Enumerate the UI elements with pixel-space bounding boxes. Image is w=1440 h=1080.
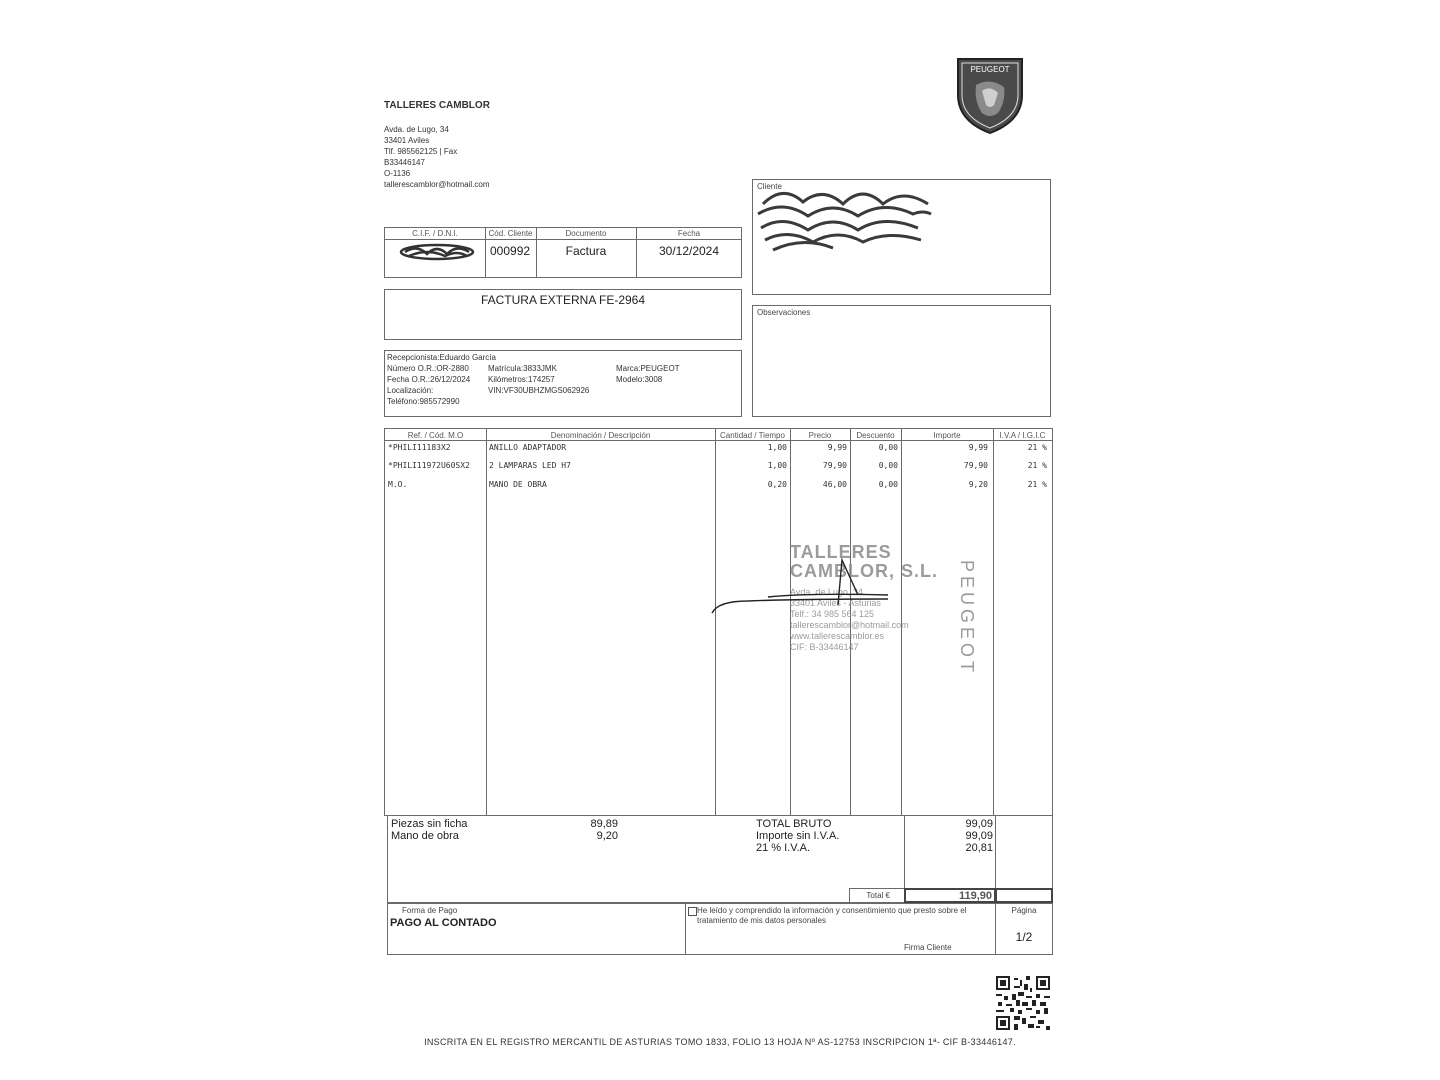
net-amount-label: Importe sin I.V.A. — [756, 830, 840, 842]
consent-text-line: He leído y comprendido la información y consentimiento que presto sobre el — [697, 906, 967, 915]
logo-text: PEUGEOT — [970, 65, 1010, 74]
address-line: Avda. de Lugo, 34 — [384, 125, 449, 134]
receptionist: Recepcionista:Eduardo García — [387, 353, 496, 362]
th-discount: Descuento — [856, 431, 895, 440]
vat-label: 21 % I.V.A. — [756, 842, 811, 854]
cell-amount: 9,99 — [968, 443, 988, 452]
cell-discount: 0,00 — [878, 461, 898, 470]
col-date: Fecha — [677, 229, 701, 238]
col-document: Documento — [565, 229, 607, 238]
invoice-title: FACTURA EXTERNA FE-2964 — [480, 293, 646, 307]
observations-label: Observaciones — [757, 308, 811, 317]
company-name: TALLERES CAMBLOR — [384, 100, 490, 111]
stamp-line: 33401 Avilés - Asturias — [790, 598, 881, 608]
header-table — [384, 227, 742, 278]
page-box — [995, 903, 1053, 955]
company-address — [384, 124, 490, 190]
cell-ref: M.O. — [388, 480, 408, 489]
document-value: Factura — [565, 244, 607, 258]
date-value: 30/12/2024 — [658, 244, 720, 258]
th-amount: Importe — [933, 431, 961, 440]
gross-total-label: TOTAL BRUTO — [756, 818, 832, 830]
stamp-line: CIF: B-33446147 — [790, 642, 859, 652]
cell-price: 46,00 — [822, 480, 847, 489]
th-ref: Ref. / Cód. M.O — [407, 431, 464, 440]
stamp-line: Telf.: 34 985 564 125 — [790, 609, 875, 619]
redacted-scribble-icon — [753, 184, 943, 254]
registry-text: INSCRITA EN EL REGISTRO MERCANTIL DE ASTURIAS TOMO 1833, FOLIO 13 HOJA Nº AS-12753 INSCRIPCION 1ª- CIF B-33446147. — [424, 1037, 1016, 1047]
summary-labor-value: 9,20 — [596, 830, 618, 842]
cell-quantity: 0,20 — [767, 480, 787, 489]
brand: Marca:PEUGEOT — [616, 364, 680, 373]
stamp-title-2: CAMBLOR, S.L. — [790, 561, 938, 581]
cell-description: MANO DE OBRA — [489, 480, 547, 489]
cell-amount: 79,90 — [963, 461, 988, 470]
invoice-title-box — [384, 289, 742, 340]
payment-label: Forma de Pago — [402, 906, 458, 915]
order-info-box — [384, 350, 742, 417]
payment-value: PAGO AL CONTADO — [390, 917, 497, 929]
address-line: O-1136 — [384, 169, 411, 178]
th-description: Denominación / Descripción — [550, 431, 651, 440]
address-line: Tlf. 985562125 | Fax — [384, 147, 458, 156]
net-amount-value: 99,09 — [965, 830, 993, 842]
signature-icon — [708, 555, 898, 620]
cell-quantity: 1,00 — [767, 443, 787, 452]
lines-table — [384, 428, 1053, 816]
cell-discount: 0,00 — [878, 443, 898, 452]
qr-code-icon — [996, 976, 1050, 1030]
client-box — [752, 179, 1051, 295]
page-value: 1/2 — [1015, 930, 1033, 944]
stamp-line: www.tallerescamblor.es — [790, 631, 885, 641]
vin: VIN:VF30UBHZMGS062926 — [488, 386, 590, 395]
address-line: 33401 Aviles — [384, 136, 430, 145]
th-price: Precio — [808, 431, 832, 440]
col-client-code: Cód. Cliente — [488, 229, 533, 238]
phone: Teléfono:985572990 — [387, 397, 460, 406]
cell-vat: 21 % — [1027, 480, 1047, 489]
consent-text-line: tratamiento de mis datos personales — [697, 916, 826, 925]
plate: Matrícula:3833JMK — [488, 364, 557, 373]
location: Localización: — [387, 386, 434, 395]
cell-amount: 9,20 — [968, 480, 988, 489]
cell-vat: 21 % — [1027, 461, 1047, 470]
cell-ref: *PHILI11183X2 — [388, 443, 451, 452]
address-line: tallerescamblor@hotmail.com — [384, 180, 490, 189]
total-label-cell — [849, 888, 905, 903]
observations-box — [752, 305, 1051, 417]
consent-checkbox[interactable] — [688, 907, 697, 916]
or-number: Número O.R.:OR-2880 — [387, 364, 469, 373]
cell-ref: *PHILI11972U60SX2 — [388, 461, 470, 470]
model: Modelo:3008 — [616, 375, 663, 384]
page-label: Página — [1011, 906, 1037, 915]
cell-price: 9,99 — [827, 443, 847, 452]
vat-value: 20,81 — [965, 842, 993, 854]
total-value-cell — [904, 888, 996, 903]
cell-discount: 0,00 — [878, 480, 898, 489]
address-line: B33446147 — [384, 158, 425, 167]
gross-total-value: 99,09 — [965, 818, 993, 830]
stamp-title-1: TALLERES — [790, 542, 892, 562]
total-value: 119,90 — [958, 890, 992, 902]
cell-description: 2 LAMPARAS LED H7 — [489, 461, 571, 470]
summary-labor-label: Mano de obra — [391, 830, 459, 842]
col-cif: C.I.F. / D.N.I. — [412, 229, 458, 238]
payment-box — [387, 903, 686, 955]
client-label: Cliente — [757, 182, 782, 191]
kilometers: Kilómetros:174257 — [488, 375, 555, 384]
th-quantity: Cantidad / Tiempo — [720, 431, 785, 440]
stamp-line: Avda. de Lugo, 34 — [790, 587, 863, 597]
or-date: Fecha O.R.:26/12/2024 — [387, 375, 471, 384]
total-blank-cell — [995, 888, 1053, 903]
cell-vat: 21 % — [1027, 443, 1047, 452]
total-label: Total € — [866, 891, 890, 900]
consent-box — [685, 903, 996, 955]
cell-description: ANILLO ADAPTADOR — [489, 443, 567, 452]
client-code-value: 000992 — [490, 244, 531, 258]
summary-parts-value: 89,89 — [590, 818, 618, 830]
redacted-scribble-icon — [397, 242, 477, 262]
th-vat: I.V.A / I.G.I.C — [999, 431, 1046, 440]
cell-price: 79,90 — [822, 461, 847, 470]
summary-parts-label: Piezas sin ficha — [391, 818, 468, 830]
stamp-side-text: PEUGEOT — [957, 560, 977, 677]
signature-label: Firma Cliente — [904, 943, 952, 952]
cell-quantity: 1,00 — [767, 461, 787, 470]
stamp-line: tallerescamblor@hotmail.com — [790, 620, 909, 630]
peugeot-logo — [952, 55, 1028, 135]
